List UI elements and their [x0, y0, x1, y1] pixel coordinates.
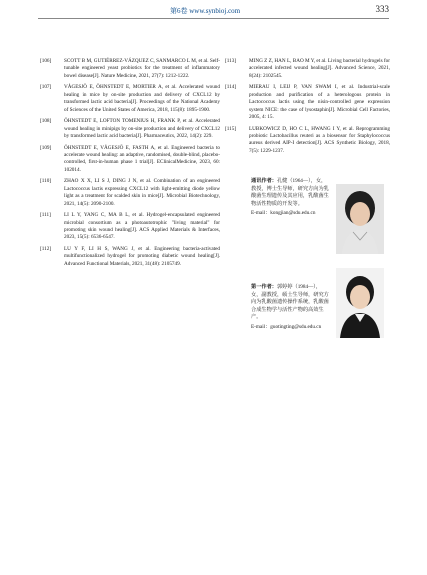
bio-title: 第一作者：	[251, 284, 277, 290]
reference-item	[40, 84, 220, 114]
author-email: E-mail：kongjian@sdu.edu.cn	[251, 210, 316, 217]
references-right-column	[225, 58, 390, 159]
first-author-bio	[251, 284, 329, 332]
reference-item	[40, 246, 220, 268]
reference-number: [107]	[40, 84, 52, 91]
first-author-photo	[336, 268, 384, 338]
reference-text: VÅGESJÖ E, ÖHNSTEDT E, MORTIER A, et al. Accelerated wound healing in mice by on-site production and delivery of CXCL12 by transformed lactic acid bacteria[J]. Proceedings of the National Academy of Sciences of the United States of America, 2018, 115(8): 1895-1900.	[64, 84, 220, 113]
author-email: E-mail：guotingting@sdu.edu.cn	[251, 323, 322, 330]
reference-number: [110]	[40, 178, 52, 185]
corresponding-author-bio	[251, 178, 329, 218]
reference-number: [112]	[40, 246, 52, 253]
reference-item	[225, 84, 390, 121]
reference-number: [106]	[40, 58, 52, 64]
page-number: 333	[375, 4, 389, 14]
reference-number: [108]	[40, 118, 52, 125]
references-left-column	[40, 58, 220, 272]
reference-text: ÖHNSTEDT E, VÅGESJÖ E, FASTH A, et al. Engineered bacteria to accelerate wound healing: an adaptive, randomised, double-blind, placebo-controlled, first-in-human phase 1 trial[J]. EClinicalMedicine, 2023, 60: 102014.	[64, 144, 220, 173]
reference-text: MING Z Z, HAN L, BAO M Y, et al. Living bacterial hydrogels for accelerated infected wound healing[J]. Advanced Science, 2021, 8(24): 2102545.	[249, 58, 390, 79]
reference-item	[40, 212, 220, 242]
page-header	[0, 0, 427, 24]
reference-text: MIERAU I, LEIJ P, VAN SWAM I, et al. Industrial-scale production and purification of a heterologous protein in Lactococcus lactis using the nisin-controlled gene expression system NICE: the case of lysostaphin[J]. Microbial Cell Factories, 2005, 4: 15.	[249, 84, 390, 121]
journal-header: 第6卷 www.synbioj.com	[170, 7, 241, 15]
reference-text: ZHAO X X, LI S J, DING J N, et al. Combination of an engineered Lactococcus lactis expressing CXCL12 with light-emitting diode yellow light as a treatment for scalded skin in mice[J]. Microbial Biotechnology, 2021, 14(5): 2090-2100.	[64, 178, 220, 207]
author-portrait-icon	[336, 184, 384, 254]
reference-number: [109]	[40, 144, 52, 151]
reference-text: SCOTT B M, GUTIÉRREZ-VÁZQUEZ C, SANMARCO L M, et al. Self-tunable engineered yeast probiotics for the treatment of inflammatory bowel disease[J]. Nature Medicine, 2021, 27(7): 1212-1222.	[64, 58, 220, 79]
reference-item	[225, 58, 390, 80]
reference-number: [111]	[40, 212, 51, 219]
bio-title: 通讯作者：	[251, 178, 277, 184]
reference-number: [113]	[225, 58, 237, 64]
author-portrait-icon	[336, 268, 384, 338]
reference-number: [114]	[225, 84, 237, 91]
bio-text: 郭婷婷（1984—），女，副教授，硕士生导师，研究方向为乳酸菌遗传操作系统，乳酸菌合成生物学与活性产物的高效生产。	[251, 284, 329, 321]
reference-text: ÖHNSTEDT E, LOFTON TOMENIUS H, FRANK P, et al. Accelerated wound healing in minipigs by on-site production and delivery of CXCL12 by transformed lactic acid bacteria[J]. Pharmaceutics, 2022, 14(2): 229.	[64, 118, 220, 140]
reference-item	[40, 118, 220, 140]
reference-item	[40, 58, 220, 80]
reference-item	[225, 126, 390, 156]
header-rule	[38, 18, 389, 19]
bio-text: 孔健（1964—），女，教授，博士生导师，研究方向为乳酸菌生理遗传及其应用，乳酸菌生物活性物质的开发等。	[251, 178, 329, 207]
reference-item	[40, 178, 220, 208]
reference-item	[40, 145, 220, 175]
reference-text: LI L Y, YANG C, MA B L, et al. Hydrogel-encapsulated engineered microbial consortium as a photoautotrophic "living material" for promoting skin wound healing[J]. ACS Applied Materials & Interfaces, 2023, 15(5): 6536-6547.	[64, 212, 220, 241]
reference-text: LUBKOWICZ D, HO C L, HWANG I Y, et al. Reprogramming probiotic Lactobacillus reuteri as a biosensor for Staphylococcus aureus derived AIP-I detection[J]. ACS Synthetic Biology, 2018, 7(5): 1229-1237.	[249, 125, 390, 154]
reference-text: LU Y F, LI H S, WANG J, et al. Engineering bacteria-activated multifunctionalized hydrogel for promoting diabetic wound healing[J]. Advanced Functional Materials, 2021, 31(48): 2105749.	[64, 246, 220, 267]
corresponding-author-photo	[336, 184, 384, 254]
reference-number: [115]	[225, 125, 237, 132]
